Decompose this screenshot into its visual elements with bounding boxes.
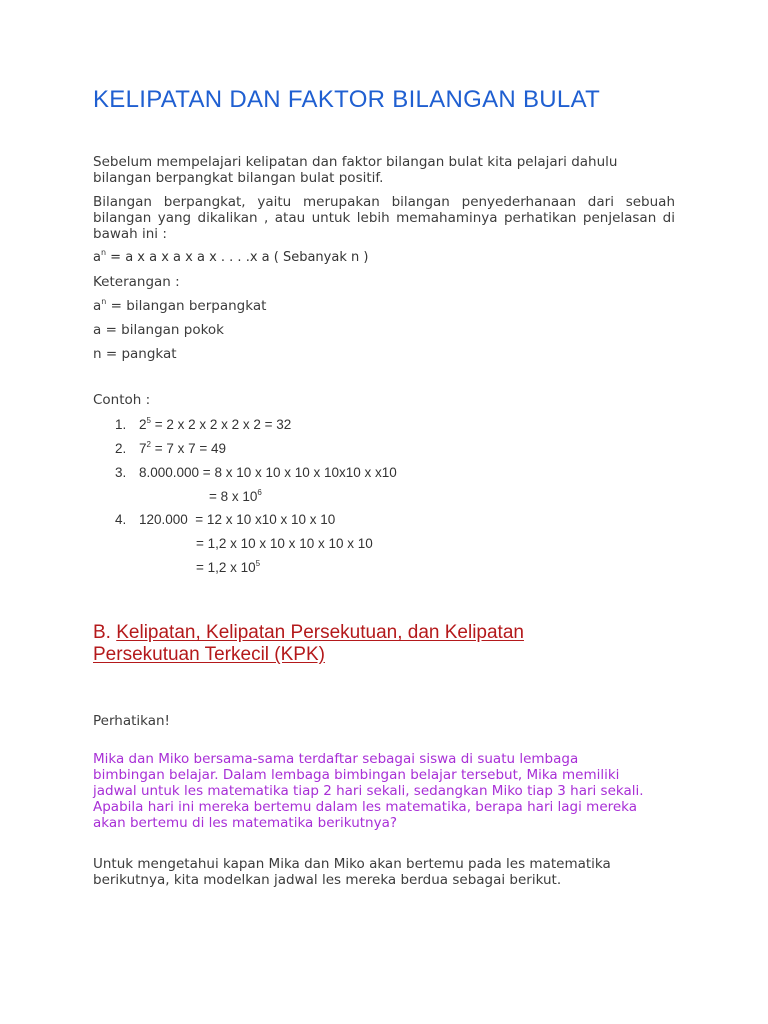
ex3-result-base: = 8 x 10 (209, 489, 258, 504)
example-2 (139, 441, 226, 457)
section-prefix: B. (93, 622, 117, 643)
example-3-number: 3. (115, 465, 127, 480)
keterangan-line-base: a = bilangan pokok (93, 322, 224, 338)
example-1 (139, 417, 291, 433)
ex4-result-base: = 1,2 x 10 (196, 560, 256, 575)
perhatikan-label: Perhatikan! (93, 713, 170, 729)
example-4-line-1: 120.000 = 12 x 10 x10 x 10 x 10 (139, 512, 336, 527)
ex4-result-exponent: 5 (255, 559, 261, 568)
formula-expansion: = a x a x a x a x . . . .x a ( Sebanyak n ) (106, 250, 369, 265)
ket1-text: = bilangan berpangkat (106, 298, 267, 314)
definition-paragraph: Bilangan berpangkat, yaitu merupakan bilangan penyederhanaan dari sebuah bilangan yang dikalikan , atau untuk lebih memahaminya perhatikan penjelasan di bawah ini : (93, 194, 675, 242)
example-3-line-2 (209, 489, 262, 505)
ex1-expansion: = 2 x 2 x 2 x 2 x 2 = 32 (150, 417, 292, 432)
example-4-line-3 (196, 560, 260, 576)
closing-paragraph: Untuk mengetahui kapan Mika dan Miko akan bertemu pada les matematika berikutnya, kita modelkan jadwal les mereka berdua sebagai berikut. (93, 856, 611, 888)
power-formula (93, 250, 368, 266)
ex2-expansion: = 7 x 7 = 49 (150, 441, 227, 456)
ex1-base: 2 (139, 417, 147, 432)
page-title: KELIPATAN DAN FAKTOR BILANGAN BULAT (93, 86, 601, 113)
ket1-base: a (93, 298, 102, 314)
section-link-kpk[interactable]: Kelipatan, Kelipatan Persekutuan, dan Kelipatan Persekutuan Terkecil (KPK) (93, 622, 524, 665)
keterangan-line-power (93, 298, 266, 314)
keterangan-line-exponent: n = pangkat (93, 346, 177, 362)
example-1-number: 1. (115, 417, 127, 432)
contoh-heading: Contoh : (93, 392, 151, 408)
example-4-number: 4. (115, 512, 127, 527)
example-4-line-2: = 1,2 x 10 x 10 x 10 x 10 x 10 (196, 536, 373, 551)
example-2-number: 2. (115, 441, 127, 456)
ex2-base: 7 (139, 441, 147, 456)
ex2-exponent: 2 (146, 440, 151, 449)
formula-base: a (93, 250, 101, 265)
ket1-exponent: n (101, 297, 107, 306)
intro-paragraph: Sebelum mempelajari kelipatan dan faktor bilangan bulat kita pelajari dahulu bilangan berpangkat bilangan bulat positif. (93, 154, 618, 186)
example-3-line-1: 8.000.000 = 8 x 10 x 10 x 10 x 10x10 x x10 (139, 465, 397, 480)
story-problem: Mika dan Miko bersama-sama terdaftar sebagai siswa di suatu lembaga bimbingan belajar. Dalam lembaga bimbingan belajar tersebut, Mika memiliki jadwal untuk les matematika tiap 2 hari sekali, sedangkan Miko tiap 3 hari sekali. Apabila hari ini mereka bertemu dalam les matematika, berapa hari lagi mereka akan bertemu di les matematika berikutnya? (93, 751, 644, 831)
ex3-result-exponent: 6 (257, 488, 262, 497)
keterangan-heading: Keterangan : (93, 274, 180, 290)
formula-exponent: n (100, 248, 107, 257)
ex1-exponent: 5 (146, 416, 151, 425)
section-heading-b (93, 622, 613, 666)
